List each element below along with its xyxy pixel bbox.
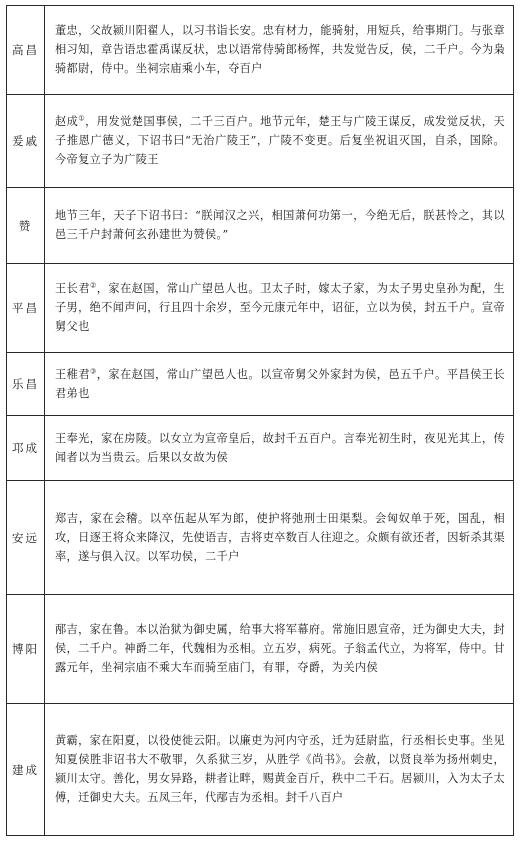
biography-text: 邴吉，家在鲁。本以治狱为御史属，给事大将军幕府。常施旧恩宣帝，迁为御史大夫，封侯，二千户。神爵二年，代魏相为丞相。立五岁，病死。子翁孟代立，为将军，侍中。甘露元年，坐祠宗庙不乘大车而骑至庙门，有罪，夺爵，为关内侯 [45, 595, 514, 704]
biography-text: 王奉光，家在房陵。以女立为宣帝皇后，故封千五百户。言奉光初生时，夜见光其上，传闻者以为当贵云。后果以女故为侯 [45, 416, 514, 481]
marquisate-name: 爰戚 [7, 95, 45, 188]
table-row [7, 95, 514, 188]
marquisate-name: 乐昌 [7, 353, 45, 416]
biography-text: 郑吉，家在会稽。以卒伍起从军为郎，使护将弛刑士田渠梨。会匈奴单于死，国乱，相攻，日逐王将众来降汉，先使语吉，吉将吏卒数百人往迎之。众颇有欲还者，因斩杀其渠率，遂与俱入汉。以军功侯，二千户 [45, 481, 514, 595]
person-name: 王长君 [55, 282, 90, 295]
footnote-marker: ② [90, 281, 97, 290]
marquisate-name: 安远 [7, 481, 45, 595]
marquisate-name: 建成 [7, 704, 45, 836]
marquisate-name: 赞 [7, 188, 45, 264]
biography-table [6, 5, 514, 836]
table-row [7, 353, 514, 416]
table-row [7, 416, 514, 481]
biography-cell [45, 95, 514, 188]
biography-text: 地节三年，天子下诏书曰：“朕闻汉之兴，相国萧何功第一，今绝无后，朕甚怜之，其以邑三千户封萧何玄孙建世为赞侯。” [45, 188, 514, 264]
table-row [7, 595, 514, 704]
biography-cell [45, 264, 514, 353]
biography-cell [45, 353, 514, 416]
marquisate-name: 高昌 [7, 6, 45, 95]
biography-text: 董忠，父故颍川阳翟人，以习书诣长安。忠有材力，能骑射，用短兵，给事期门。与张章相习知，章告语忠霍禹谋反状，忠以语常侍骑郎杨恽，共发觉告反，侯，二千户。今为枭骑都尉，侍中。坐祠宗庙乘小车，夺百户 [45, 6, 514, 95]
table-row [7, 481, 514, 595]
marquisate-name: 博阳 [7, 595, 45, 704]
table-row [7, 188, 514, 264]
footnote-marker: ③ [90, 366, 97, 375]
biography-text: ，家在赵国，常山广望邑人也。卫太子时，嫁太子家，为太子男史皇孙为配，生子男，绝不闻声问，行且四十余岁，至今元康元年中，诏征，立以为侯，封五千户。宣帝舅父也 [55, 282, 505, 333]
marquisate-name: 邛成 [7, 416, 45, 481]
person-name: 赵成 [55, 115, 79, 128]
person-name: 王稚君 [55, 367, 90, 381]
footnote-marker: ① [78, 114, 86, 123]
biography-text: ，用发觉楚国事侯，二千三百户。地节元年，楚王与广陵王谋反，成发觉反状，天子推恩广德义，下诏书曰“无治广陵王”，广陵不变更。后复坐祝诅灭国，自杀，国除。今帝复立子为广陵王 [55, 115, 505, 166]
biography-text: 黄霸，家在阳夏，以役使徙云阳。以廉吏为河内守丞，迁为廷尉监，行丞相长史事。坐见知夏侯胜非诏书大不敬罪，久系狱三岁，从胜学《尚书》。会赦，以贤良举为扬州刺史，颍川太守。善化，男女异路，耕者让畔，赐黄金百斤，秩中二千石。居颍川，入为太子太傅，迁御史大夫。五凤三年，代邴吉为丞相。封千八百户 [45, 704, 514, 836]
table-row [7, 704, 514, 836]
marquisate-name: 平昌 [7, 264, 45, 353]
biography-text: ，家在赵国，常山广望邑人也。以宣帝舅父外家封为侯，邑五千户。平昌侯王长君弟也 [55, 367, 505, 400]
table-row [7, 6, 514, 95]
table-row [7, 264, 514, 353]
